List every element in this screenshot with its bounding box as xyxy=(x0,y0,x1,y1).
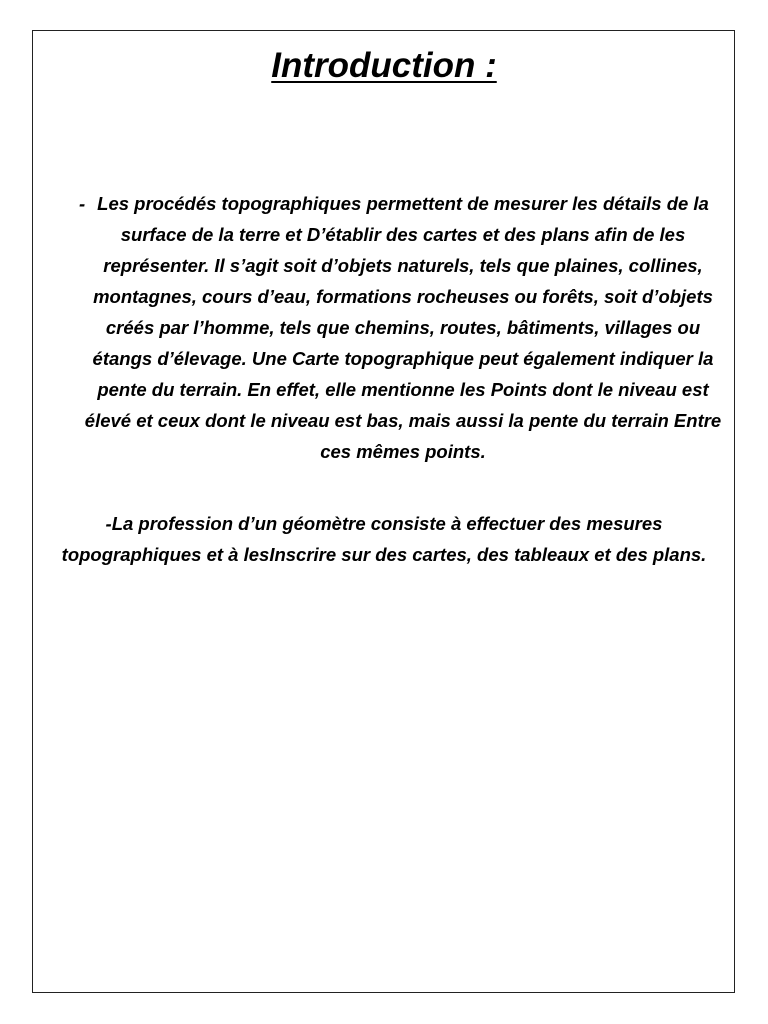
intro-paragraph-1 xyxy=(76,188,730,467)
intro-paragraph-2 xyxy=(48,508,720,570)
bullet-marker: - xyxy=(79,193,86,214)
intro-paragraph-1-text: Les procédés topographiques permettent de mesurer les détails de la surface de la terre et D’établir des cartes et des plans afin de les représenter. Il s’agit soit d’objets naturels, tels que plaines, collines, montagnes, cours d’eau, formations rocheuses ou forêts, soit d’objets créés par l’homme, tels que chemins, routes, bâtiments, villages ou étangs d’élevage. Une Carte topographique peut également indiquer la pente du terrain. En effet, elle mentionne les Points dont le niveau est élevé et ceux dont le niveau est bas, mais aussi la pente du terrain Entre ces mêmes points. xyxy=(84,193,722,462)
intro-paragraph-2-text: -La profession d’un géomètre consiste à effectuer des mesures topographiques et à lesInscrire sur des cartes, des tableaux et des plans. xyxy=(61,513,707,565)
page-title: Introduction : xyxy=(271,46,497,85)
